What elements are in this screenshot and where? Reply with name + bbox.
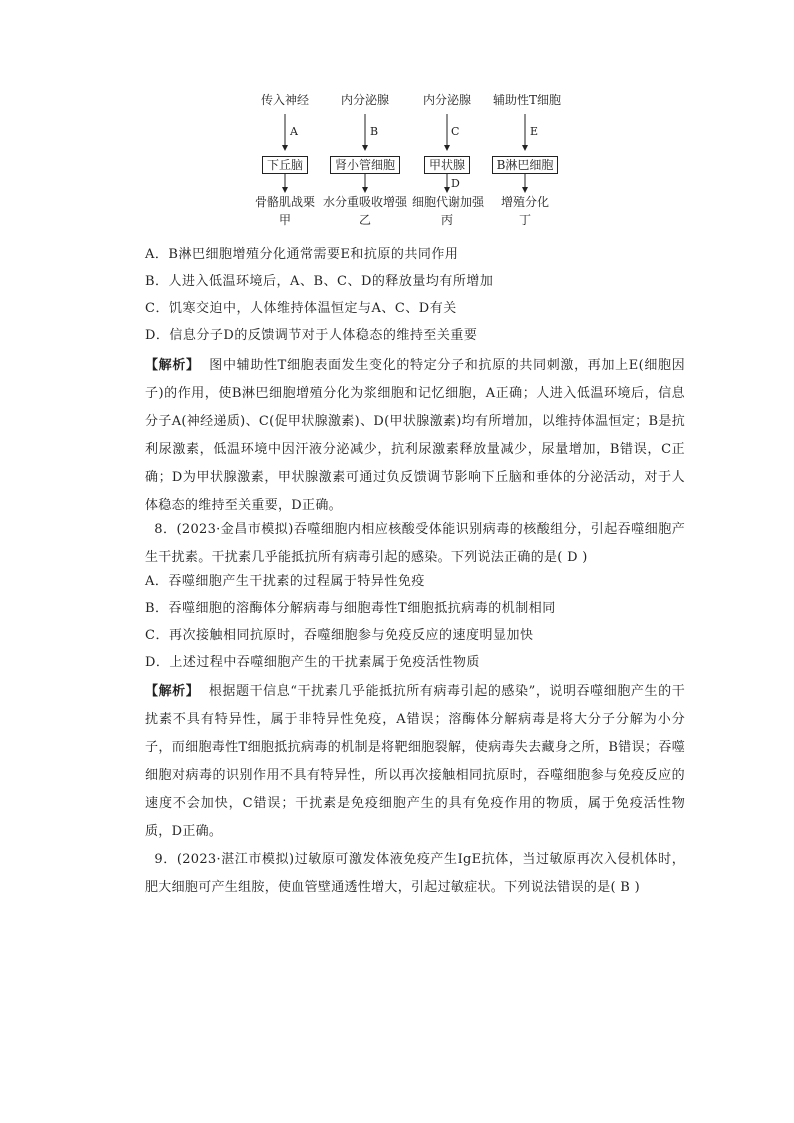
target-box: 下丘脑 bbox=[262, 156, 308, 174]
analysis-label: 【解析】 bbox=[145, 358, 200, 373]
diagram-col-yi-box bbox=[325, 154, 405, 174]
signal-letter: A bbox=[290, 125, 298, 138]
analysis-label: 【解析】 bbox=[145, 684, 200, 699]
diagram-col-bing-box bbox=[417, 154, 477, 174]
q7-analysis-text: 图中辅助性T细胞表面发生变化的特定分子和抗原的共同刺激，再加上E(细胞因子)的作用，使B淋巴细胞增殖分化为浆细胞和记忆细胞，A正确；人进入低温环境后，信息分子A(神经递质)、C(促甲状腺激素)、D(甲状腺激素)均有所增加，以维持体温恒定；B是抗利尿激素，低温环境中因汗液分泌减少，抗利尿激素释放量减少，尿量增加，B错误，C正确；D为甲状腺激素，甲状腺激素可通过负反馈调节影响下丘脑和垂体的分泌活动，对于人体稳态的维持至关重要，D正确。 bbox=[145, 358, 685, 513]
col-source: 内分泌腺 bbox=[340, 93, 389, 107]
q8-option-a: A．吞噬细胞产生干扰素的过程属于特异性免疫 bbox=[145, 574, 425, 589]
panel-tag: 丁 bbox=[518, 213, 531, 227]
q8-stem-text: 8．(2023·金昌市模拟)吞噬细胞内相应核酸受体能识别病毒的核酸组分，引起吞噬细胞产生干扰素。干扰素几乎能抵抗所有病毒引起的感染。下列说法正确的是( D ) bbox=[145, 522, 686, 565]
diagram-col-yi-bottom bbox=[320, 194, 410, 228]
diagram-col-bing bbox=[422, 92, 472, 108]
q9-stem-text: 9．(2023·湛江市模拟)过敏原可激发体液免疫产生IgE抗体，当过敏原再次入侵机体时，肥大细胞可产生组胺，使血管壁通透性增大，引起过敏症状。下列说法错误的是( B ) bbox=[145, 852, 685, 895]
target-box: 甲状腺 bbox=[424, 156, 470, 174]
effect-label: 水分重吸收增强 bbox=[322, 195, 407, 209]
q8-option-b: B．吞噬细胞的溶酶体分解病毒与细胞毒性T细胞抵抗病毒的机制相同 bbox=[145, 601, 556, 616]
signal-letter: C bbox=[451, 125, 460, 138]
col-source: 内分泌腺 bbox=[422, 93, 471, 107]
target-box: 肾小管细胞 bbox=[330, 156, 400, 174]
q7-option-a: A．B淋巴细胞增殖分化通常需要E和抗原的共同作用 bbox=[145, 247, 459, 262]
diagram-col-yi bbox=[340, 92, 390, 108]
signal-letter-d: D bbox=[451, 177, 460, 190]
effect-label: 增殖分化 bbox=[500, 195, 549, 209]
q8-analysis bbox=[145, 678, 685, 846]
diagram-col-jia-box bbox=[260, 154, 310, 174]
panel-tag: 丙 bbox=[440, 213, 453, 227]
diagram-col-ding bbox=[493, 92, 562, 108]
diagram-col-ding-box bbox=[490, 154, 560, 174]
target-box: B淋巴细胞 bbox=[492, 156, 559, 174]
q8-option-c: C．再次接触相同抗原时，吞噬细胞参与免疫反应的速度明显加快 bbox=[145, 628, 534, 643]
q8-option-d: D．上述过程中吞噬细胞产生的干扰素属于免疫活性物质 bbox=[145, 655, 480, 670]
q8-stem bbox=[145, 516, 685, 572]
signal-letter: B bbox=[370, 125, 379, 138]
q7-option-c: C．饥寒交迫中，人体维持体温恒定与A、C、D有关 bbox=[145, 301, 457, 316]
diagram-col-jia bbox=[260, 92, 310, 108]
q8-analysis-text: 根据题干信息“干扰素几乎能抵抗所有病毒引起的感染”，说明吞噬细胞产生的干扰素不具有特异性，属于非特异性免疫，A错误；溶酶体分解病毒是将大分子分解为小分子，而细胞毒性T细胞抵抗病毒的机制是将靶细胞裂解，使病毒失去藏身之所，B错误；吞噬细胞对病毒的识别作用不具有特异性，所以再次接触相同抗原时，吞噬细胞参与免疫反应的速度不会加快，C错误；干扰素是免疫细胞产生的具有免疫作用的物质，属于免疫活性物质，D正确。 bbox=[145, 684, 686, 839]
q7-analysis bbox=[145, 352, 685, 520]
effect-label: 骨骼肌战栗 bbox=[255, 195, 316, 209]
q9-stem bbox=[145, 846, 685, 902]
signal-letter: E bbox=[530, 125, 539, 138]
panel-tag: 乙 bbox=[358, 213, 371, 227]
effect-label: 细胞代谢加强 bbox=[412, 195, 485, 209]
regulation-diagram bbox=[250, 92, 590, 242]
col-source: 辅助性T细胞 bbox=[493, 93, 562, 107]
diagram-col-bing-bottom bbox=[412, 194, 485, 228]
q7-option-d: D．信息分子D的反馈调节对于人体稳态的维持至关重要 bbox=[145, 328, 478, 343]
panel-tag: 甲 bbox=[278, 213, 291, 227]
diagram-col-jia-bottom bbox=[255, 194, 315, 228]
col-source: 传入神经 bbox=[260, 93, 309, 107]
diagram-col-ding-bottom bbox=[495, 194, 555, 228]
q7-option-b: B．人进入低温环境后，A、B、C、D的释放量均有所增加 bbox=[145, 274, 494, 289]
